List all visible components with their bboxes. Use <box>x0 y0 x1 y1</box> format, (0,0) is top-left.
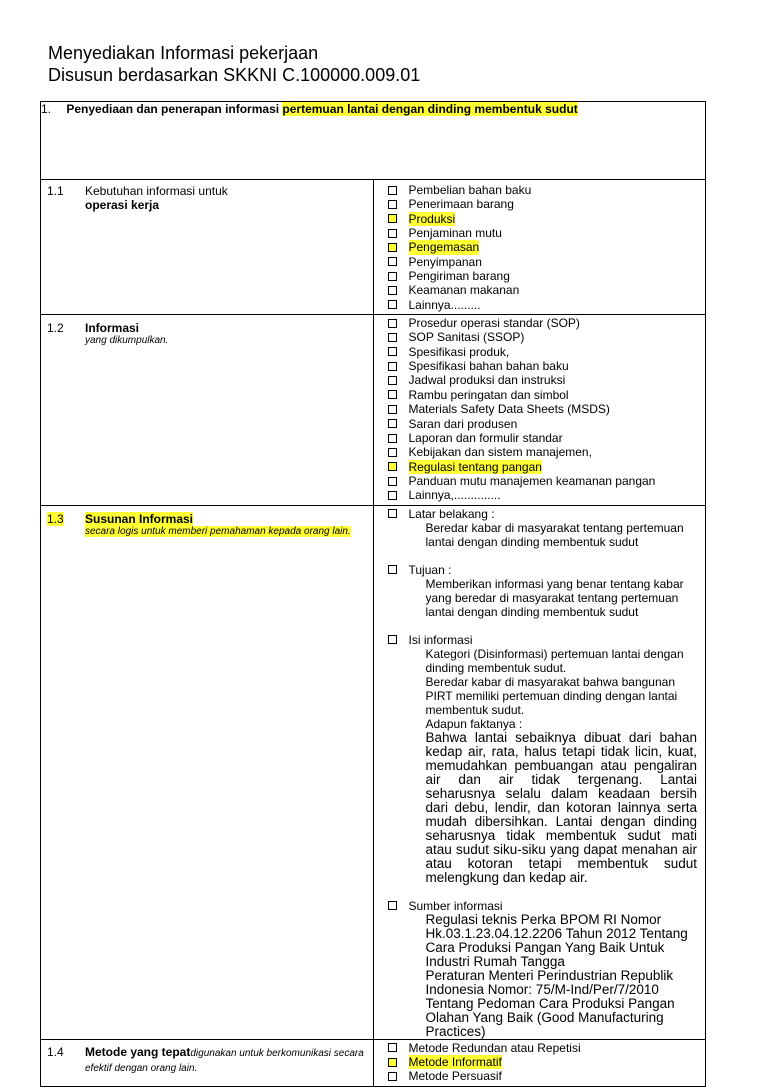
checkbox-icon[interactable] <box>388 477 397 486</box>
table-row <box>41 1039 706 1086</box>
checkbox-label: Prosedur operasi standar (SOP) <box>408 316 580 331</box>
checkbox-icon[interactable] <box>388 257 397 266</box>
checkbox-icon[interactable] <box>388 462 397 471</box>
checkbox-option[interactable] <box>388 402 706 416</box>
checkbox-label: Regulasi tentang pangan <box>408 459 542 474</box>
checkbox-option[interactable] <box>388 388 706 402</box>
checkbox-label: Pembelian bahan baku <box>408 183 532 197</box>
checkbox-option[interactable] <box>388 345 706 359</box>
checkbox-option[interactable] <box>388 359 706 373</box>
row-1-3-bold-label: Susunan Informasi <box>85 511 194 526</box>
checkbox-label: Kebijakan dan sistem manajemen, <box>408 445 592 460</box>
row-number: 1.2 <box>47 321 64 336</box>
checkbox-label: Lainnya......... <box>408 297 481 312</box>
row-1-3-content-cell <box>373 505 706 1039</box>
sumber-informasi-item <box>388 899 698 913</box>
checkbox-option[interactable] <box>388 197 706 211</box>
checkbox-label: Metode Persuasif <box>408 1069 502 1084</box>
table-row <box>41 180 706 315</box>
checkbox-option[interactable] <box>388 255 706 269</box>
checkbox-icon[interactable] <box>388 243 397 252</box>
checkbox-label: Metode Informatif <box>408 1054 502 1069</box>
information-table <box>40 101 706 1087</box>
section-label: Penyediaan dan penerapan informasi <box>66 102 280 116</box>
checkbox-icon[interactable] <box>388 300 397 309</box>
row-1-1-text <box>85 184 367 212</box>
row-1-3-sub-label: secara logis untuk memberi pemahaman kepada orang lain. <box>85 525 351 537</box>
checkbox-icon[interactable] <box>388 390 397 399</box>
row-1-3-label-cell <box>41 505 374 1039</box>
checkbox-icon[interactable] <box>388 376 397 385</box>
checkbox-label: Saran dari produsen <box>408 416 518 431</box>
tujuan-label: Tujuan : <box>408 562 452 577</box>
table-row <box>41 315 706 505</box>
checkbox-icon[interactable] <box>388 333 397 342</box>
checkbox-label: Penerimaan barang <box>408 197 514 212</box>
checkbox-option[interactable] <box>388 488 706 502</box>
checkbox-icon[interactable] <box>388 229 397 238</box>
checkbox-icon[interactable] <box>388 448 397 457</box>
checkbox-list <box>374 315 706 504</box>
checkbox-label: Lainnya,.............. <box>408 488 501 503</box>
checkbox-option[interactable] <box>388 460 706 474</box>
checkbox-label: Laporan dan formulir standar <box>408 430 563 445</box>
checkbox-icon[interactable] <box>388 434 397 443</box>
checkbox-option[interactable] <box>388 316 706 330</box>
checkbox-icon[interactable] <box>388 901 397 910</box>
checkbox-icon[interactable] <box>388 186 397 195</box>
checkbox-icon[interactable] <box>388 272 397 281</box>
row-number: 1.3 <box>47 511 64 526</box>
section-header-cell <box>41 102 706 180</box>
checkbox-label: Produksi <box>408 211 456 226</box>
row-1-4-options-cell <box>373 1039 706 1086</box>
isi-informasi-label: Isi informasi <box>408 632 473 647</box>
checkbox-list <box>374 180 706 314</box>
document-subtitle: Disusun berdasarkan SKKNI C.100000.009.01 <box>48 65 421 85</box>
isi-informasi-fact: Bahwa lantai sebaiknya dibuat dari bahan kedap air, rata, halus tetapi tidak licin, kuat, memudahkan pembuangan atau pengaliran air dan air tidak tergenang. Lantai seharusnya selalu dalam keadaan bersih dari debu, lendir, dan kotoran lainnya serta mudah dibersihkan. Lantai dengan dinding seharusnya tidak membentuk sudut mati atau sudut siku-siku yang dapat menahan air atau kotoran tetapi membentuk sudut melengkung dan kedap air. <box>425 729 697 885</box>
checkbox-icon[interactable] <box>388 1072 397 1081</box>
isi-informasi-line3: Adapun faktanya : <box>425 716 523 731</box>
checkbox-option[interactable] <box>388 212 706 226</box>
table-row <box>41 505 706 1039</box>
checkbox-label: Jadwal produksi dan instruksi <box>408 373 566 388</box>
row-1-1-label-cell <box>41 180 374 315</box>
checkbox-icon[interactable] <box>388 419 397 428</box>
row-1-2-options-cell <box>373 315 706 505</box>
checkbox-icon[interactable] <box>388 214 397 223</box>
checkbox-icon[interactable] <box>388 200 397 209</box>
checkbox-icon[interactable] <box>388 565 397 574</box>
checkbox-label: Spesifikasi bahan bahan baku <box>408 359 569 374</box>
checkbox-option[interactable] <box>388 474 706 488</box>
sumber-informasi-2: Peraturan Menteri Perindustrian Republik Indonesia Nomor: 75/M-Ind/Per/7/2010 Tentang Pedoman Cara Produksi Pangan Olahan Yang Baik (Good Manufacturing Practices) <box>425 967 675 1039</box>
row-1-1-label: Kebutuhan informasi untuk <box>85 184 228 198</box>
checkbox-icon[interactable] <box>388 509 397 518</box>
row-1-4-sub-label-inline: digunakan untuk berkomunikasi secara efektif dengan orang lain. <box>85 1047 364 1074</box>
checkbox-option[interactable] <box>388 373 706 387</box>
checkbox-option[interactable] <box>388 1069 706 1083</box>
latar-belakang-item <box>388 507 698 521</box>
document-title: Menyediakan Informasi pekerjaan <box>48 43 319 63</box>
row-1-1-options-cell <box>373 180 706 315</box>
row-1-1-bold-label: operasi kerja <box>85 198 160 212</box>
tujuan-item <box>388 563 698 577</box>
checkbox-icon[interactable] <box>388 286 397 295</box>
row-number: 1.1 <box>47 184 64 198</box>
checkbox-option[interactable] <box>388 240 706 254</box>
checkbox-label: Panduan mutu manajemen keamanan pangan <box>408 473 656 488</box>
sumber-informasi-1: Regulasi teknis Perka BPOM RI Nomor Hk.03.1.23.04.12.2206 Tahun 2012 Tentang Cara Produksi Pangan Yang Baik Untuk Industri Rumah Tangga <box>425 911 688 969</box>
checkbox-icon[interactable] <box>388 635 397 644</box>
checkbox-option[interactable] <box>388 1055 706 1069</box>
checkbox-label: Pengiriman barang <box>408 269 510 284</box>
checkbox-option[interactable] <box>388 183 706 197</box>
checkbox-option[interactable] <box>388 1041 706 1055</box>
section-header-row <box>41 102 706 180</box>
row-1-4-bold-label: Metode yang tepat <box>85 1044 191 1059</box>
checkbox-icon[interactable] <box>388 405 397 414</box>
checkbox-label: Spesifikasi produk, <box>408 344 510 359</box>
checkbox-option[interactable] <box>388 330 706 344</box>
row-1-2-label-cell <box>41 315 374 505</box>
checkbox-label: Penjaminan mutu <box>408 226 502 241</box>
checkbox-icon[interactable] <box>388 347 397 356</box>
checkbox-icon[interactable] <box>388 319 397 328</box>
checkbox-option[interactable] <box>388 431 706 445</box>
checkbox-option[interactable] <box>388 269 706 283</box>
checkbox-option[interactable] <box>388 417 706 431</box>
checkbox-label: Rambu peringatan dan simbol <box>408 387 569 402</box>
isi-informasi-line1: Kategori (Disinformasi) pertemuan lantai dengan dinding membentuk sudut. <box>425 646 684 675</box>
row-number: 1.4 <box>47 1044 64 1059</box>
isi-informasi-line2: Beredar kabar di masyarakat bahwa bangunan PIRT memiliki pertemuan dinding dengan lantai membentuk sudut. <box>425 674 678 717</box>
checkbox-icon[interactable] <box>388 362 397 371</box>
row-1-2-bold-label: Informasi <box>85 321 140 336</box>
isi-informasi-item <box>388 633 698 647</box>
checkbox-label: Keamanan makanan <box>408 283 520 298</box>
checkbox-list <box>374 1040 706 1086</box>
checkbox-label: Pengemasan <box>408 240 480 255</box>
checkbox-option[interactable] <box>388 298 706 312</box>
row-1-4-label-cell <box>41 1039 374 1086</box>
latar-belakang-label: Latar belakang : <box>408 506 495 521</box>
sumber-informasi-label: Sumber informasi <box>408 898 503 913</box>
section-number: 1. <box>41 102 52 116</box>
checkbox-option[interactable] <box>388 283 706 297</box>
checkbox-label: Metode Redundan atau Repetisi <box>408 1040 581 1055</box>
checkbox-label: Materials Safety Data Sheets (MSDS) <box>408 402 610 417</box>
row-1-2-sub-label: yang dikumpulkan. <box>85 335 169 347</box>
latar-belakang-body: Beredar kabar di masyarakat tentang pertemuan lantai dengan dinding membentuk sudut <box>425 520 684 549</box>
checkbox-icon[interactable] <box>388 1058 397 1067</box>
checkbox-icon[interactable] <box>388 1043 397 1052</box>
checkbox-option[interactable] <box>388 226 706 240</box>
checkbox-icon[interactable] <box>388 491 397 500</box>
section-highlight: pertemuan lantai dengan dinding membentuk sudut <box>282 102 578 116</box>
checkbox-label: Penyimpanan <box>408 254 482 269</box>
checkbox-label: SOP Sanitasi (SSOP) <box>408 330 525 345</box>
tujuan-body: Memberikan informasi yang benar tentang kabar yang beredar di masyarakat tentang pertemuan lantai dengan dinding membentuk sudut <box>425 576 684 619</box>
checkbox-option[interactable] <box>388 445 706 459</box>
